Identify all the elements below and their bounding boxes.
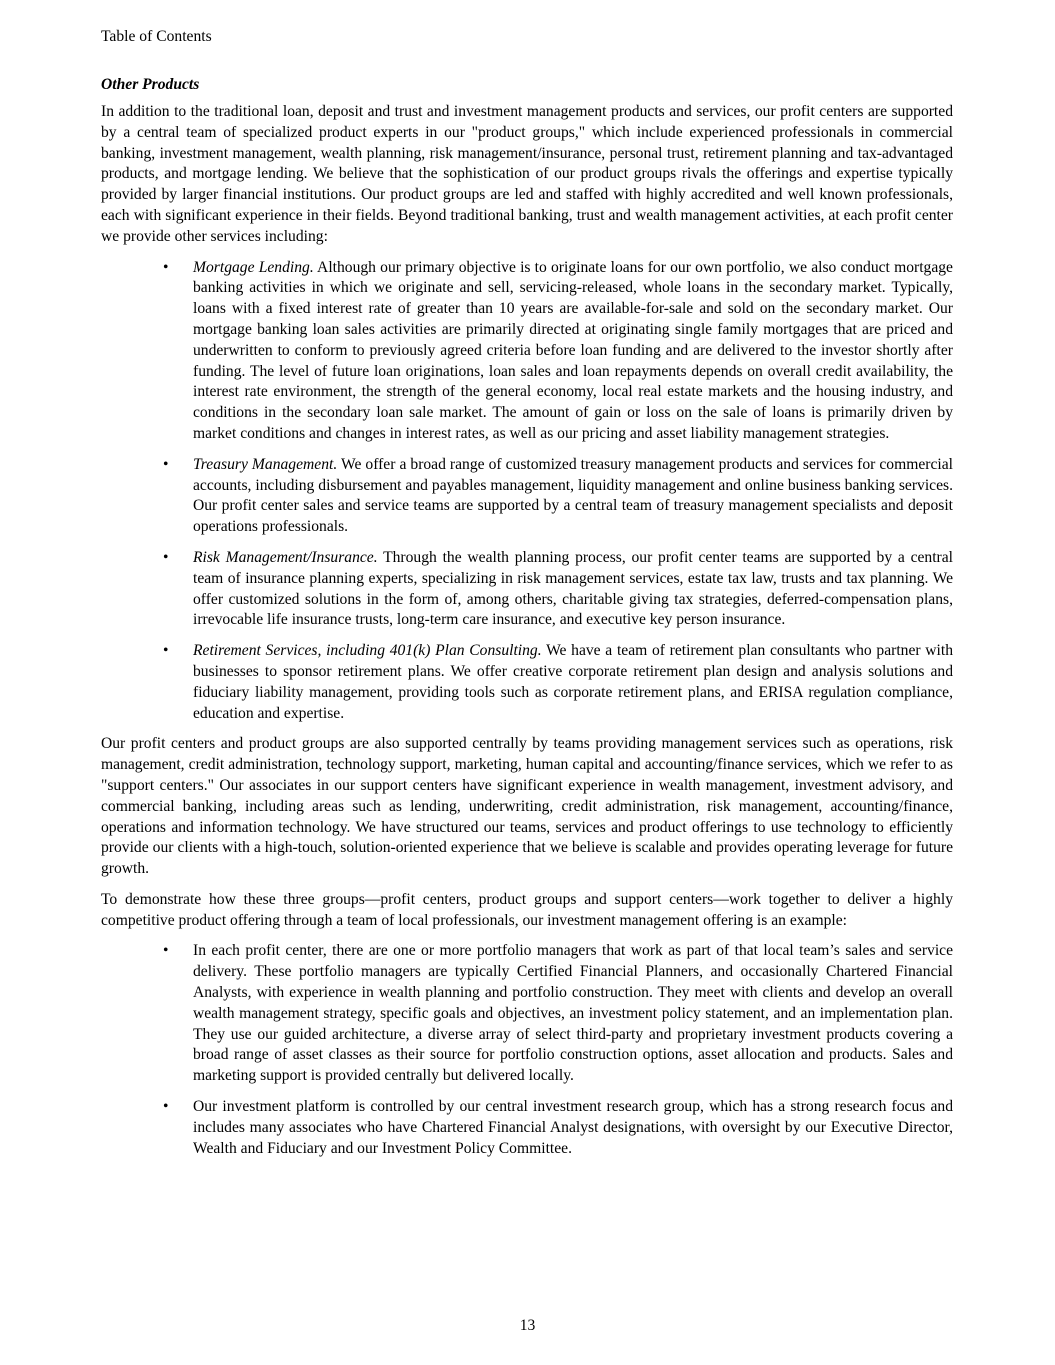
list-item-portfolio-managers [101,941,953,1087]
list-item-mortgage-lending [101,258,953,445]
document-page [101,26,953,1169]
section-title: Other Products [101,76,200,93]
bullet-icon: • [163,455,169,473]
table-of-contents-link[interactable]: Table of Contents [101,28,212,45]
bullet-icon: • [163,642,169,660]
bullet-icon: • [163,258,169,276]
item-text: Through the wealth planning process, our profit center teams are supported by a central team of insurance planning experts, specializing in risk management services, estate tax law, trusts and tax planning. We offer customized solutions in the form of, among others, charitable giving tax strategies, deferred-compensation plans, irrevocable life insurance trusts, long-term care insurance, and executive key person insurance. [193,548,953,629]
list-item-retirement-services [101,641,953,724]
intro-paragraph: In addition to the traditional loan, deposit and trust and investment management products and services, our profit centers are supported by a central team of specialized product experts in our "product groups," which include experienced professionals in commercial banking, investment management, wealth planning, risk management/insurance, personal trust, retirement planning and tax-advantaged products, and mortgage lending. We believe that the sophistication of our product groups rivals the offerings and expertise typically provided by larger financial institutions. Our product groups are led and staffed with highly accredited and well known professionals, each with significant experience in their fields. Beyond traditional banking, trust and wealth management activities, at each profit center we provide other services including: [101,103,953,245]
bullet-icon: • [163,548,169,566]
page-number: 13 [519,1317,536,1334]
item-text: We offer a broad range of customized treasury management products and services for commercial accounts, including disbursement and payables management, liquidity management and online business banking services. Our profit center sales and service teams are supported by a central team of treasury management specialists and deposit operations professionals. [193,455,953,536]
bullet-icon: • [163,942,169,960]
item-lead: Treasury Management. [193,455,338,473]
list-item-treasury-management [101,455,953,538]
item-lead: Retirement Services, including 401(k) Plan Consulting. [193,642,542,660]
item-text: We have a team of retirement plan consultants who partner with businesses to sponsor retirement plans. We offer creative corporate retirement plan design and analysis solutions and fiduciary liability management, providing tools such as corporate retirement plans, and ERISA regulation compliance, education and expertise. [193,642,954,722]
item-lead: Mortgage Lending. [193,258,314,276]
support-centers-paragraph: Our profit centers and product groups are also supported centrally by teams providing management services such as operations, risk management, credit administration, technology support, marketing, human capital and accounting/finance services, which we refer to as "support centers." Our associates in our support centers have significant experience in wealth management, investment advisory, and commercial banking, including areas such as lending, underwriting, credit administration, risk management, accounting/finance, operations and information technology. We have structured our teams, services and product offerings to use technology to efficiently provide our clients with a high-touch, solution-oriented experience that we believe is scalable and provides operating leverage for future growth. [101,735,953,878]
examples-list [101,941,953,1159]
services-list [101,258,953,725]
demonstration-paragraph: To demonstrate how these three groups—profit centers, product groups and support centers—work together to deliver a highly competitive product offering through a team of local professionals, our investment management offering is an example: [101,890,953,929]
item-text: Although our primary objective is to originate loans for our own portfolio, we also conduct mortgage banking activities in which we originate and sell, servicing-released, whole loans in the secondary market. Typically, loans with a fixed interest rate of greater than 10 years are available-for-sale and sold on the secondary market. Our mortgage banking loan sales activities are primarily directed at originating single family mortgages that are priced and underwritten to conform to previously agreed criteria before loan funding and are delivered to the investor shortly after funding. The level of future loan originations, loan sales and loan repayments depends on overall credit availability, the interest rate environment, the strength of the general economy, local real estate markets and the housing industry, and conditions in the secondary loan sale market. The amount of gain or loss on the sale of loans is primarily driven by market conditions and changes in interest rates, as well as our pricing and asset liability management strategies. [193,258,953,442]
item-text: In each profit center, there are one or more portfolio managers that work as part of that local team’s sales and service delivery. These portfolio managers are typically Certified Financial Planners, and occasionally Chartered Financial Analysts, with experience in wealth planning and portfolio construction. They meet with clients and develop an overall wealth management strategy, specific goals and objectives, an investment policy statement, and an implementation plan. They use our guided architecture, a diverse array of select third-party and proprietary investment products covering a broad range of asset classes as their source for portfolio construction options, asset allocation and products. Sales and marketing support is provided centrally but delivered locally. [193,942,953,1085]
item-lead: Risk Management/Insurance. [193,548,378,566]
bullet-icon: • [163,1098,169,1116]
list-item-investment-platform [101,1097,953,1159]
list-item-risk-management [101,548,953,631]
item-text: Our investment platform is controlled by our central investment research group, which has a strong research focus and includes many associates who have Chartered Financial Analyst designations, with oversight by our Executive Director, Wealth and Fiduciary and our Investment Policy Committee. [193,1098,953,1157]
